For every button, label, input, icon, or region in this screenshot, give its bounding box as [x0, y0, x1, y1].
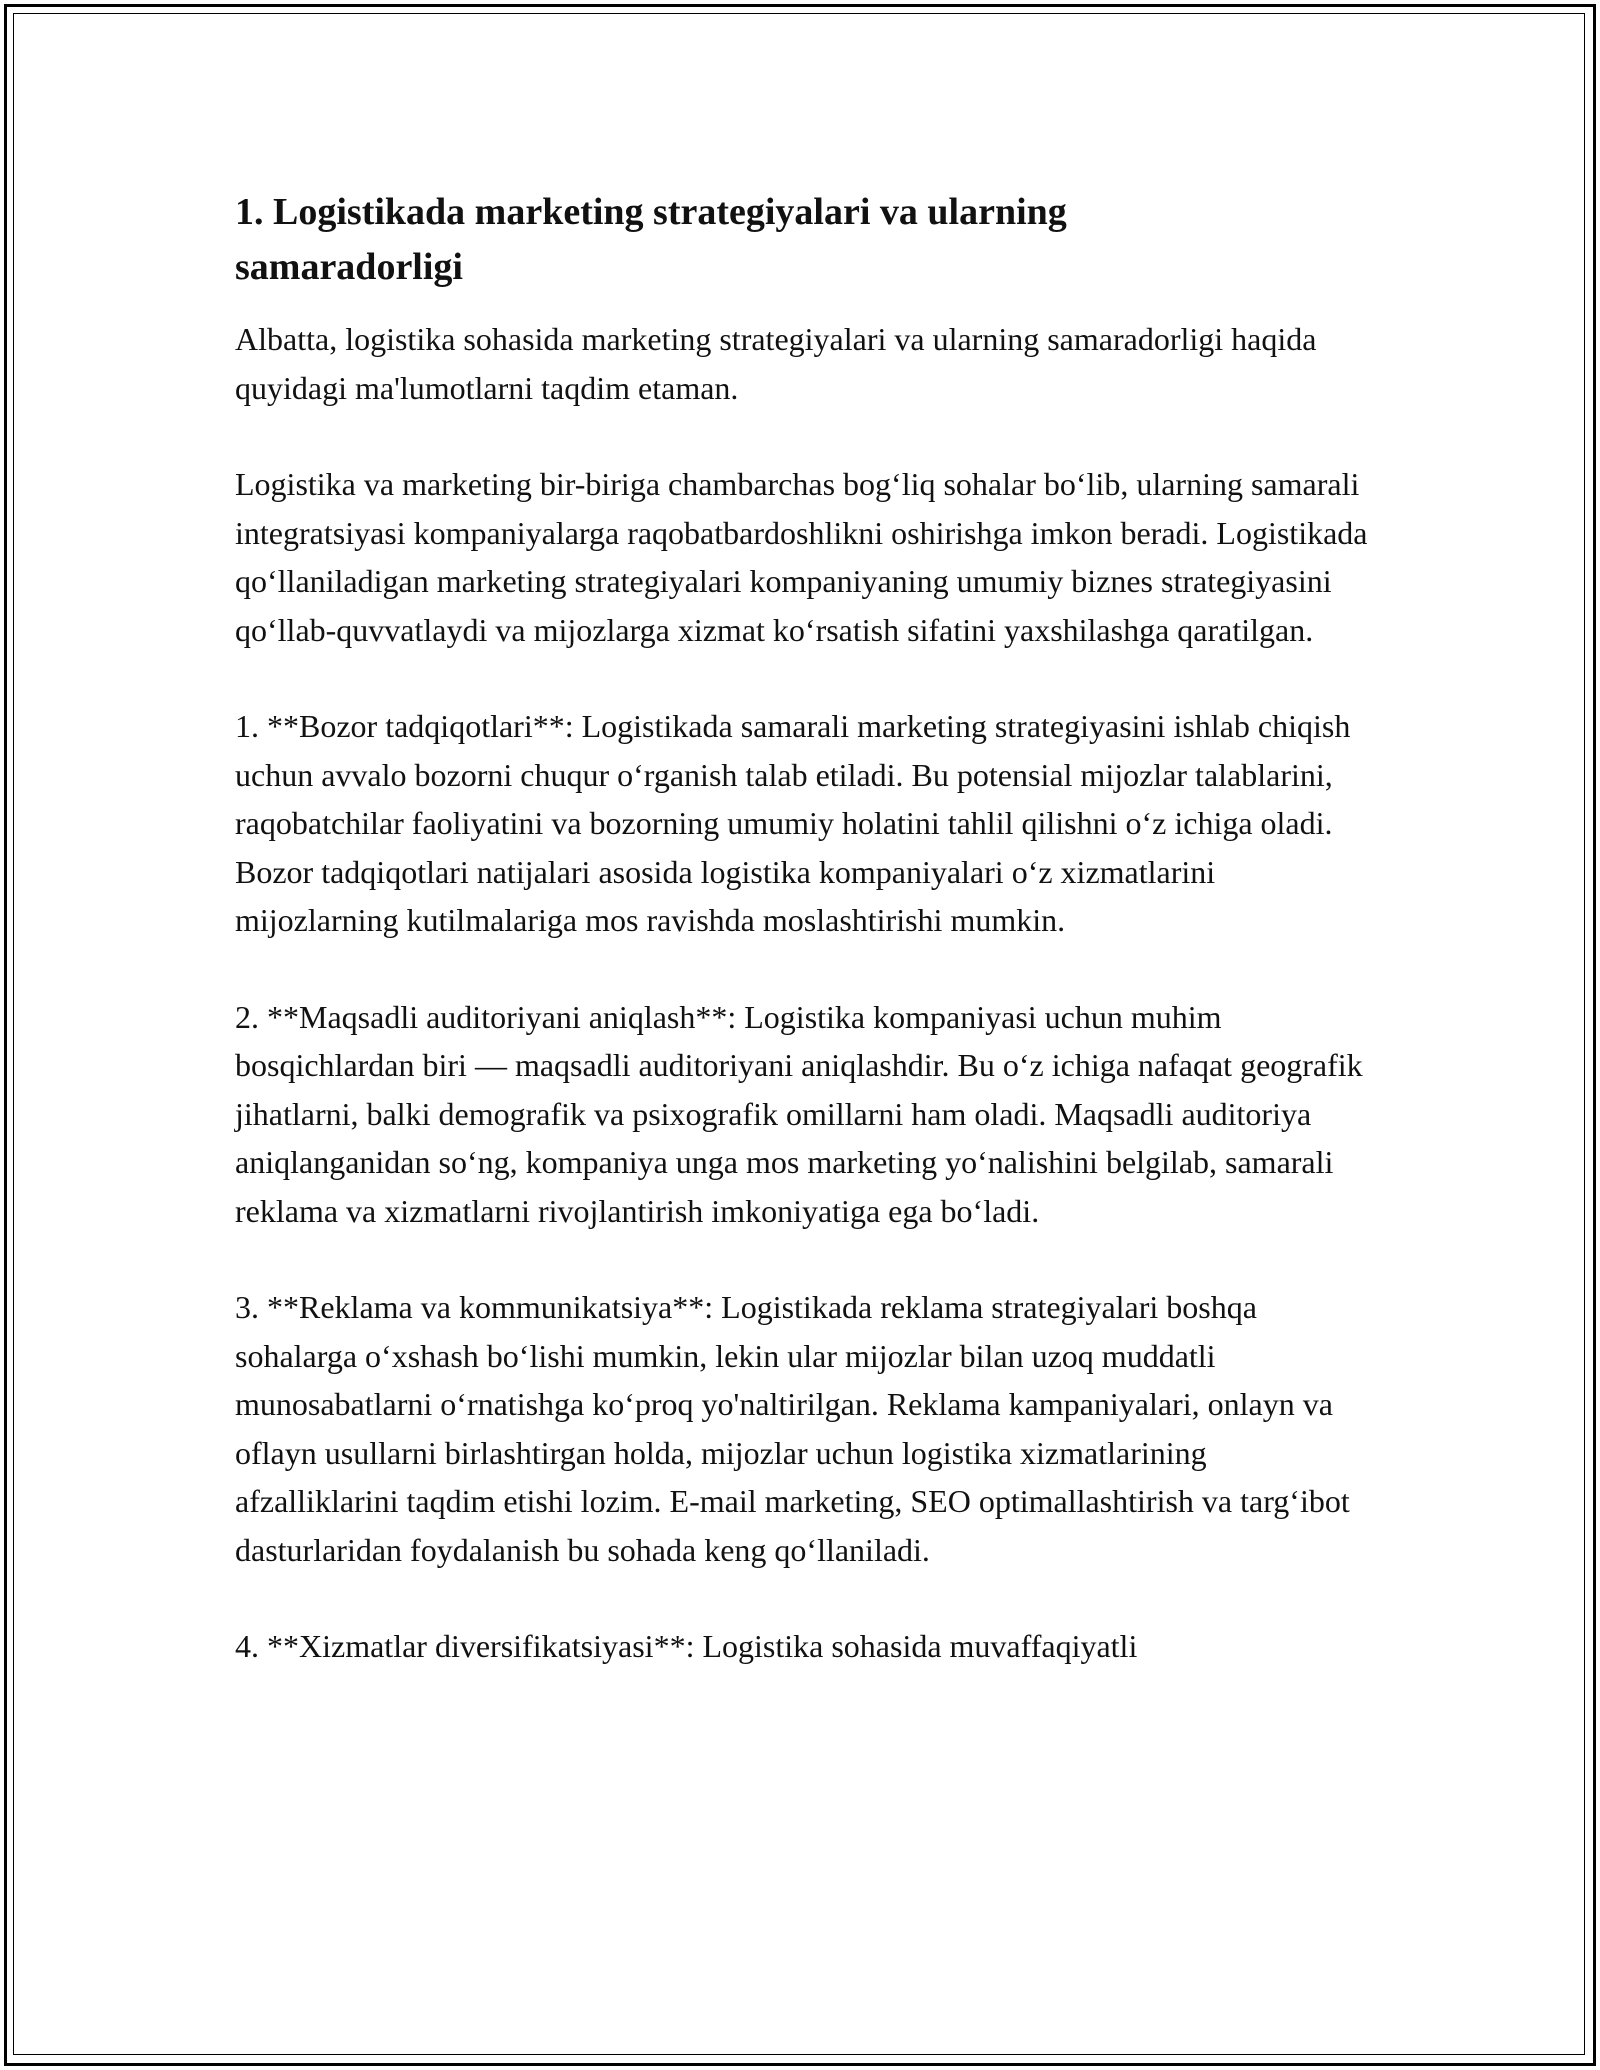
paragraph-target-audience: 2. **Maqsadli auditoriyani aniqlash**: Logistika kompaniyasi uchun muhim bosqichlardan biri — maqsadli auditoriyani aniqlashdir. Bu o‘z ichiga nafaqat geografik jihatlarni, balki demografik va psixografik omillarni ham oladi. Maqsadli auditoriya aniqlanganidan so‘ng, kompaniya unga mos marketing yo‘nalishini belgilab, samarali reklama va xizmatlarni rivojlantirish imkoniyatiga ega bo‘ladi.	[235, 998, 1363, 1229]
paragraph-intro: Albatta, logistika sohasida marketing strategiyalari va ularning samaradorligi haqida quyidagi ma'lumotlarni taqdim etaman.	[235, 321, 1317, 406]
paragraph-diversification: 4. **Xizmatlar diversifikatsiyasi**: Logistika sohasida muvaffaqiyatli	[235, 1628, 1138, 1664]
paragraph-market-research: 1. **Bozor tadqiqotlari**: Logistikada samarali marketing strategiyasini ishlab chiqish uchun avvalo bozorni chuqur o‘rganish talab etiladi. Bu potensial mijozlar talablarini, raqobatchilar faoliyatini va bozorning umumiy holatini tahlil qilishni o‘z ichiga oladi. Bozor tadqiqotlari natijalari asosida logistika kompaniyalari o‘z xizmatlarini mijozlarning kutilmalariga mos ravishda moslashtirishi mumkin.	[235, 708, 1351, 938]
paragraph-overview: Logistika va marketing bir-biriga chambarchas bog‘liq sohalar bo‘lib, ularning samarali integratsiyasi kompaniyalarga raqobatbardoshlikni oshirishga imkon beradi. Logistikada qo‘llaniladigan marketing strategiyalari kompaniyaning umumiy biznes strategiyasini qo‘llab-quvvatlaydi va mijozlarga xizmat ko‘rsatish sifatini yaxshilashga qaratilgan.	[235, 466, 1368, 648]
document-body	[235, 185, 1375, 1719]
paragraph-advertising: 3. **Reklama va kommunikatsiya**: Logistikada reklama strategiyalari boshqa sohalarga o‘xshash bo‘lishi mumkin, lekin ular mijozlar bilan uzoq muddatli munosabatlarni o‘rnatishga ko‘proq yo'naltirilgan. Reklama kampaniyalari, onlayn va oflayn usullarni birlashtirgan holda, mijozlar uchun logistika xizmatlarining afzalliklarini taqdim etishi lozim. E-mail marketing, SEO optimallashtirish va targ‘ibot dasturlaridan foydalanish bu sohada keng qo‘llaniladi.	[235, 1289, 1350, 1568]
document-heading: 1. Logistikada marketing strategiyalari va ularning samaradorligi	[235, 191, 1067, 288]
